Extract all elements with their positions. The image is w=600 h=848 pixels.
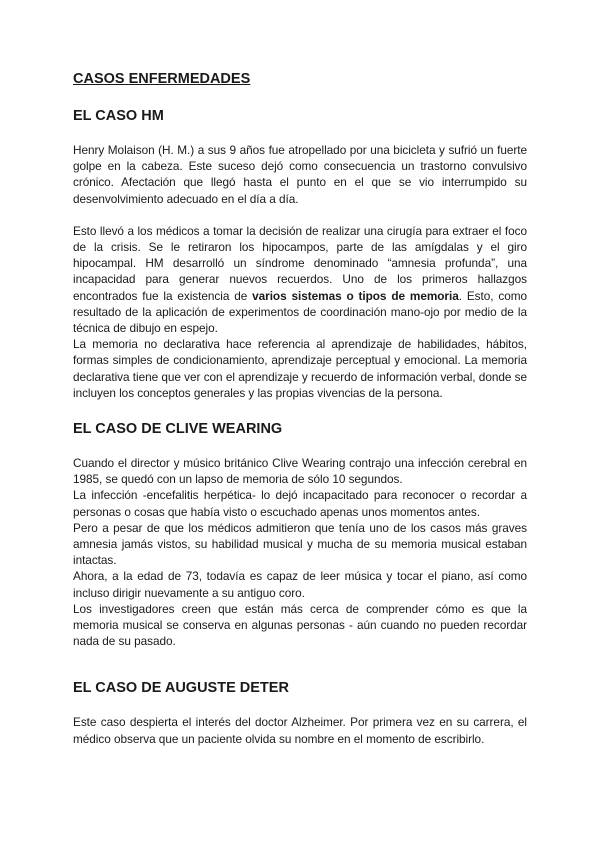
clive-paragraph-3: Pero a pesar de que los médicos admitieron que tenía uno de los casos más graves amnesia jamás vistos, su habilidad musical y mucha de su memoria musical estaban intactas. — [73, 520, 527, 568]
hm-paragraph-2 — [73, 223, 527, 336]
hm-paragraph-2-text-b: . Esto, como resultado de la aplicación de experimentos de coordinación mano-ojo por medio de la técnica de dibujo en espejo. — [73, 288, 528, 336]
document-title: CASOS ENFERMEDADES — [73, 71, 251, 87]
clive-paragraph-2: La infección -encefalitis herpética- lo dejó incapacitado para reconocer o recordar a personas o cosas que había visto o escuchado apenas unos momentos antes. — [73, 488, 527, 519]
clive-paragraph-5: Los investigadores creen que están más cerca de comprender cómo es que la memoria musical se conserva en algunas personas - aún cuando no pueden recordar nada de su pasado. — [73, 601, 527, 649]
hm-paragraph-2-text-a: Esto llevó a los médicos a tomar la decisión de realizar una cirugía para extraer el foco de la crisis. Se le retiraron los hipocampos, parte de las amígdalas y el giro hipocampal. HM desarrolló un síndrome denominado “amnesia profunda”, una incapacidad para generar nuevos recuerdos. Uno de los primeros hallazgos encontrados fue la existencia de — [73, 223, 527, 303]
section-heading-clive-wearing: EL CASO DE CLIVE WEARING — [73, 421, 283, 438]
section-heading-auguste-deter: EL CASO DE AUGUSTE DETER — [73, 680, 289, 697]
clive-paragraph-1: Cuando el director y músico británico Clive Wearing contrajo una infección cerebral en 1985, se quedó con un lapso de memoria de sólo 10 segundos. — [73, 456, 527, 487]
hm-paragraph-2-bold: varios sistemas o tipos de memoria — [252, 288, 459, 303]
deter-paragraph-1: Este caso despierta el interés del doctor Alzheimer. Por primera vez en su carrera, el médico observa que un paciente olvida su nombre en el momento de escribirlo. — [73, 715, 527, 746]
hm-paragraph-3: La memoria no declarativa hace referencia al aprendizaje de habilidades, hábitos, formas simples de condicionamiento, aprendizaje perceptual y emocional. La memoria declarativa tiene que ver con el aprendizaje y recuerdo de información verbal, donde se incluyen los conceptos generales y las propias vivencias de la persona. — [73, 337, 527, 400]
section-heading-hm: EL CASO HM — [73, 108, 164, 124]
hm-paragraph-1: Henry Molaison (H. M.) a sus 9 años fue atropellado por una bicicleta y sufrió un fuerte golpe en la cabeza. Este suceso dejó como consecuencia un trastorno convulsivo crónico. Afectación que llegó hasta el punto en el que se vio interrumpido su desenvolvimiento adecuado en el día a día. — [73, 143, 527, 206]
clive-paragraph-4: Ahora, a la edad de 73, todavía es capaz de leer música y tocar el piano, así como incluso dirigir nuevamente a su antiguo coro. — [73, 569, 527, 600]
